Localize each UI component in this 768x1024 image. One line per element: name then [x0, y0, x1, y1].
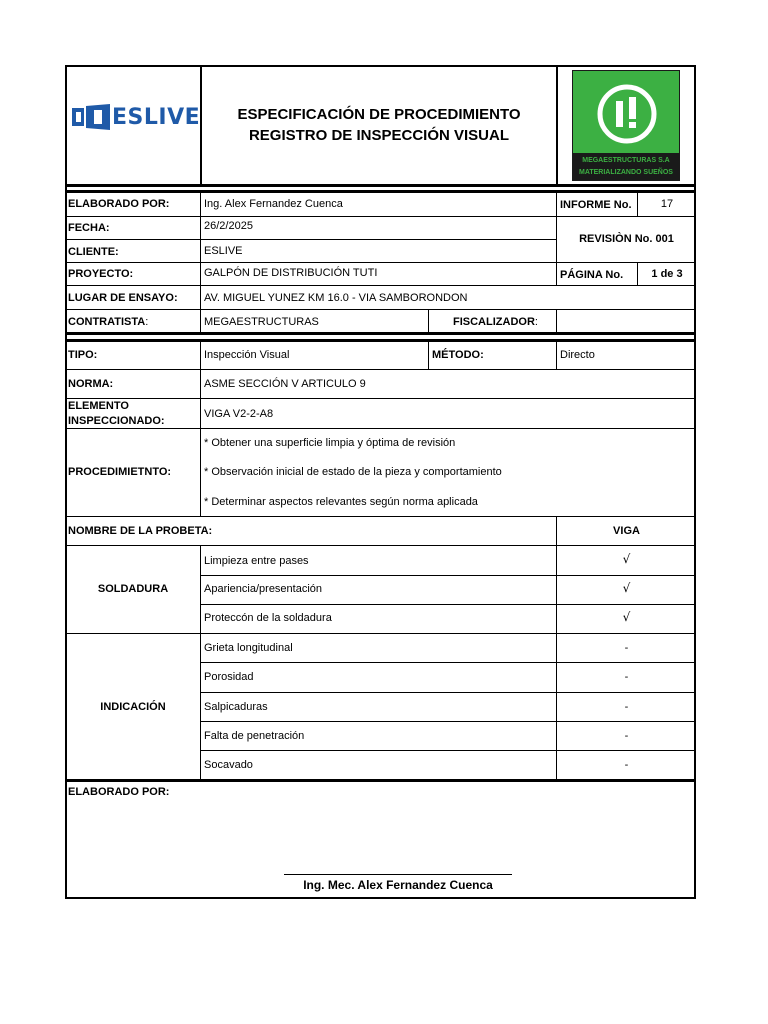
- fecha-label: FECHA:: [68, 222, 110, 234]
- row-line: [65, 369, 696, 370]
- row-line: [200, 604, 696, 605]
- soldadura-label: SOLDADURA: [97, 583, 169, 595]
- eslive-logo: [70, 102, 201, 134]
- header-divider-left: [200, 65, 202, 185]
- soldadura-item-check: √: [622, 581, 631, 595]
- col-line: [200, 191, 201, 334]
- row-line: [65, 262, 696, 263]
- soldadura-item-name: Apariencia/presentación: [204, 583, 323, 595]
- cliente-value: ESLIVE: [204, 245, 243, 257]
- row-line: [65, 398, 696, 399]
- tipo-label: TIPO:: [68, 349, 98, 361]
- soldadura-item-name: Limpieza entre pases: [204, 555, 309, 567]
- lugar-value: AV. MIGUEL YUNEZ KM 16.0 - VIA SAMBORONDON: [204, 292, 468, 304]
- indicacion-item-name: Porosidad: [204, 671, 254, 683]
- fiscalizador-label: [453, 315, 538, 329]
- contratista-label: [68, 315, 148, 329]
- elemento-label-line1: ELEMENTO: [68, 400, 129, 412]
- megaestructuras-logo-name: MEGAESTRUCTURAS S.A: [582, 157, 670, 164]
- col-line: [556, 340, 557, 370]
- row-line: [200, 662, 696, 663]
- revision-label: REVISIÒN No. 001: [579, 233, 674, 245]
- probeta-column-header: VIGA: [613, 525, 640, 537]
- signature-line: [284, 874, 512, 875]
- col-line: [428, 340, 429, 370]
- row-line: [65, 545, 696, 546]
- header-divider-right: [556, 65, 558, 185]
- norma-value: ASME SECCIÓN V ARTICULO 9: [204, 378, 366, 390]
- fiscalizador-label-text: FISCALIZADOR: [453, 316, 535, 328]
- indicacion-item-name: Falta de penetración: [204, 730, 305, 742]
- metodo-label: MÉTODO:: [432, 349, 484, 361]
- soldadura-item-check: √: [622, 552, 631, 566]
- row-line: [65, 216, 556, 217]
- document-title-line1: ESPECIFICACIÓN DE PROCEDIMIENTO: [237, 106, 521, 123]
- informe-value: 17: [660, 198, 674, 210]
- row-line: [65, 633, 696, 634]
- document-title-line2: REGISTRO DE INSPECCIÓN VISUAL: [248, 127, 510, 144]
- procedimiento-item: * Obtener una superficie limpia y óptima de revisión: [204, 437, 456, 449]
- row-line: [200, 575, 696, 576]
- probeta-label: NOMBRE DE LA PROBETA:: [68, 525, 213, 537]
- row-line: [65, 516, 696, 517]
- cliente-label: CLIENTE:: [68, 246, 119, 258]
- elaborado-label: ELABORADO POR:: [68, 198, 170, 210]
- proyecto-label: PROYECTO:: [68, 268, 134, 280]
- fiscalizador-label-colon: :: [534, 316, 538, 328]
- indicacion-item-name: Grieta longitudinal: [204, 642, 293, 654]
- signature-name: Ing. Mec. Alex Fernandez Cuenca: [303, 878, 493, 892]
- checklist-bottom-border: [65, 779, 696, 782]
- contratista-label-colon: :: [145, 316, 149, 328]
- megaestructuras-logo-icon: [592, 79, 662, 149]
- metodo-value: Directo: [560, 349, 595, 361]
- row-line: [65, 285, 696, 286]
- indicacion-item-value: -: [624, 730, 629, 742]
- col-line: [200, 340, 201, 516]
- procedimiento-item: * Determinar aspectos relevantes según norma aplicada: [204, 496, 478, 508]
- informe-row-line: [556, 216, 696, 217]
- pagina-label: PÁGINA No.: [560, 269, 624, 281]
- elemento-label-line2: INSPECCIONADO:: [68, 415, 165, 427]
- pagina-value: 1 de 3: [651, 268, 683, 280]
- tipo-value: Inspección Visual: [204, 349, 290, 361]
- col-line: [556, 309, 557, 334]
- row-line: [200, 692, 696, 693]
- footer-elaborado-label: ELABORADO POR:: [68, 786, 170, 798]
- row-line: [65, 428, 696, 429]
- row-line: [65, 239, 556, 240]
- proyecto-value: GALPÓN DE DISTRIBUCIÓN TUTI: [204, 267, 378, 279]
- informe-label: INFORME No.: [560, 199, 632, 211]
- row-line: [65, 309, 696, 310]
- megaestructuras-logo-slogan: MATERIALIZANDO SUEÑOS: [579, 169, 673, 176]
- elaborado-value: Ing. Alex Fernandez Cuenca: [204, 198, 343, 210]
- eslive-logo-text: ESLIVE: [112, 105, 201, 130]
- megaestructuras-logo: [572, 70, 680, 181]
- contratista-label-text: CONTRATISTA: [68, 316, 146, 328]
- indicacion-item-name: Socavado: [204, 759, 253, 771]
- soldadura-item-name: Proteccón de la soldadura: [204, 612, 332, 624]
- eslive-logo-icon: [70, 102, 114, 132]
- norma-label: NORMA:: [68, 378, 114, 390]
- soldadura-item-check: √: [622, 610, 631, 624]
- indicacion-label: INDICACIÓN: [100, 701, 166, 713]
- row-line: [200, 750, 696, 751]
- elemento-value: VIGA V2-2-A8: [204, 408, 274, 420]
- col-line: [428, 309, 429, 334]
- indicacion-item-name: Salpicaduras: [204, 701, 268, 713]
- indicacion-item-value: -: [624, 671, 629, 683]
- info-top-border: [65, 190, 696, 193]
- info-bottom-border: [65, 332, 696, 335]
- procedimiento-item: * Observación inicial de estado de la pieza y comportamiento: [204, 466, 502, 478]
- indicacion-item-value: -: [624, 701, 629, 713]
- method-top-border: [65, 339, 696, 342]
- procedimiento-label: PROCEDIMIETNTO:: [68, 466, 172, 478]
- row-line: [200, 721, 696, 722]
- fecha-value: 26/2/2025: [204, 220, 253, 232]
- contratista-value: MEGAESTRUCTURAS: [204, 316, 319, 328]
- indicacion-item-value: -: [624, 759, 629, 771]
- header-bottom-border: [65, 184, 696, 187]
- indicacion-item-value: -: [624, 642, 629, 654]
- lugar-label: LUGAR DE ENSAYO:: [68, 292, 178, 304]
